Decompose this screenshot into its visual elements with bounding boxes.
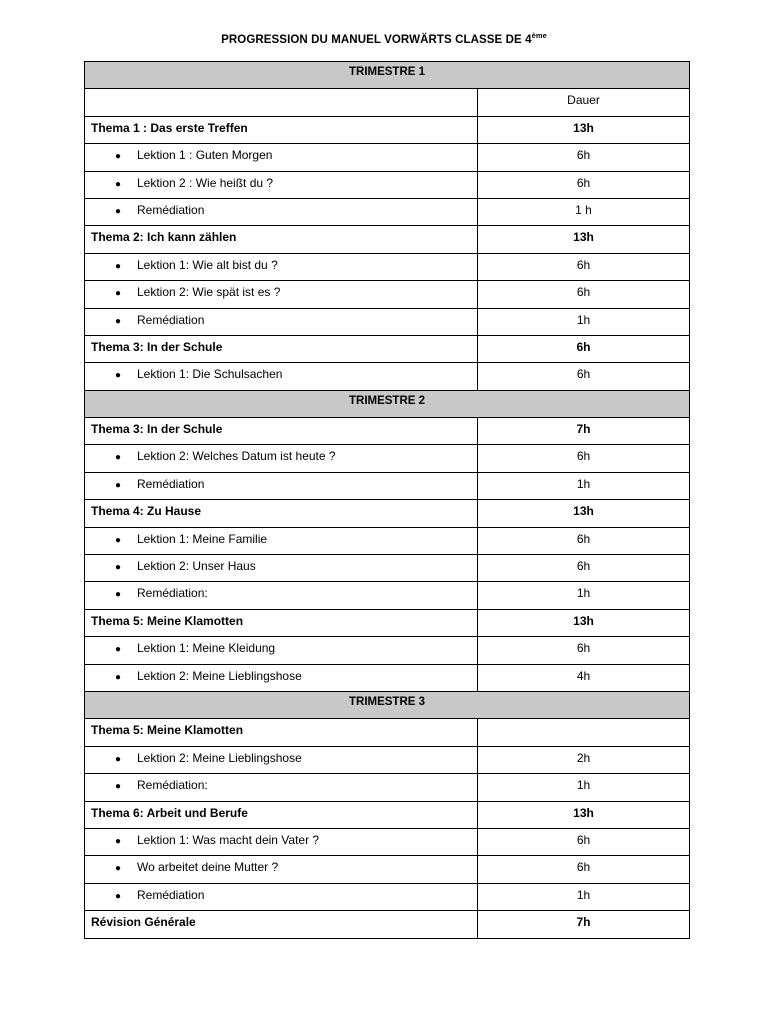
duration-cell: 6h [478, 363, 690, 390]
lesson-title: Lektion 2: Meine Lieblingshose [137, 668, 302, 683]
lesson-title: Lektion 1: Wie alt bist du ? [137, 257, 278, 272]
duration-cell: 7h [478, 418, 690, 445]
lesson-title: Remédiation [137, 887, 205, 902]
bullet-icon: ● [115, 644, 122, 656]
thema-label-cell [85, 911, 478, 938]
bullet-icon: ● [115, 835, 122, 847]
lesson-title: Lektion 1: Die Schulsachen [137, 367, 283, 382]
lesson-title: Lektion 2 : Wie heißt du ? [137, 175, 274, 190]
thema-label-cell [85, 801, 478, 828]
lesson-title: Lektion 2: Welches Datum ist heute ? [137, 449, 336, 464]
lesson-title: Lektion 2: Unser Haus [137, 559, 256, 574]
duration-cell: 13h [478, 609, 690, 636]
bullet-icon: ● [115, 562, 122, 574]
lesson-title: Remédiation: [137, 778, 208, 793]
column-header-topic [85, 89, 478, 116]
duration-cell: 4h [478, 664, 690, 691]
duration-cell: 6h [478, 527, 690, 554]
lesson-label-cell [85, 637, 478, 664]
trimester-label: TRIMESTRE 3 [85, 691, 690, 718]
bullet-icon: ● [115, 781, 122, 793]
duration-cell: 1h [478, 883, 690, 910]
duration-cell: 1h [478, 308, 690, 335]
duration-cell: 13h [478, 116, 690, 143]
lesson-row [85, 828, 690, 855]
thema-title: Thema 5: Meine Klamotten [91, 723, 244, 738]
duration-cell: 6h [478, 828, 690, 855]
bullet-icon: ● [115, 753, 122, 765]
bullet-icon: ● [115, 671, 122, 683]
lesson-label-cell [85, 308, 478, 335]
column-header-dauer: Dauer [478, 89, 690, 116]
lesson-label-cell [85, 472, 478, 499]
trimester-header-row [85, 62, 690, 89]
lesson-label-cell [85, 856, 478, 883]
lesson-row [85, 198, 690, 225]
lesson-label-cell [85, 828, 478, 855]
duration-cell: 6h [478, 335, 690, 362]
thema-row [85, 609, 690, 636]
duration-cell: 6h [478, 856, 690, 883]
thema-title: Révision Générale [91, 915, 196, 930]
bullet-icon: ● [115, 151, 122, 163]
bullet-icon: ● [115, 370, 122, 382]
trimester-label: TRIMESTRE 1 [85, 62, 690, 89]
lesson-row [85, 144, 690, 171]
duration-cell: 1h [478, 472, 690, 499]
lesson-row [85, 582, 690, 609]
duration-cell: 6h [478, 555, 690, 582]
bullet-icon: ● [115, 479, 122, 491]
thema-row [85, 719, 690, 746]
lesson-title: Remédiation: [137, 586, 208, 601]
thema-row [85, 418, 690, 445]
lesson-row [85, 308, 690, 335]
duration-cell: 6h [478, 144, 690, 171]
lesson-label-cell [85, 445, 478, 472]
lesson-row [85, 664, 690, 691]
lesson-title: Lektion 1 : Guten Morgen [137, 148, 273, 163]
bullet-icon: ● [115, 589, 122, 601]
lesson-title: Lektion 2: Wie spät ist es ? [137, 285, 281, 300]
lesson-row [85, 746, 690, 773]
bullet-icon: ● [115, 288, 122, 300]
duration-cell: 7h [478, 911, 690, 938]
thema-label-cell [85, 500, 478, 527]
lesson-title: Remédiation [137, 476, 205, 491]
thema-row [85, 500, 690, 527]
lesson-row [85, 527, 690, 554]
thema-row [85, 116, 690, 143]
thema-row [85, 801, 690, 828]
duration-cell: 6h [478, 171, 690, 198]
document-title-text: PROGRESSION DU MANUEL VORWÄRTS CLASSE DE 4 [221, 34, 532, 46]
duration-cell: 13h [478, 500, 690, 527]
thema-title: Thema 3: In der Schule [91, 422, 223, 437]
lesson-row [85, 253, 690, 280]
column-header-row [85, 89, 690, 116]
bullet-icon: ● [115, 260, 122, 272]
thema-title: Thema 1 : Das erste Treffen [91, 120, 248, 135]
duration-cell: 6h [478, 281, 690, 308]
lesson-row [85, 774, 690, 801]
lesson-label-cell [85, 664, 478, 691]
lesson-label-cell [85, 774, 478, 801]
lesson-title: Lektion 1: Meine Familie [137, 531, 268, 546]
duration-cell: 2h [478, 746, 690, 773]
thema-label-cell [85, 609, 478, 636]
thema-label-cell [85, 226, 478, 253]
duration-cell [478, 719, 690, 746]
lesson-label-cell [85, 363, 478, 390]
lesson-row [85, 856, 690, 883]
lesson-row [85, 555, 690, 582]
trimester-header-row [85, 691, 690, 718]
lesson-row [85, 637, 690, 664]
lesson-title: Remédiation [137, 202, 205, 217]
duration-cell: 13h [478, 226, 690, 253]
lesson-title: Lektion 1: Meine Kleidung [137, 641, 276, 656]
lesson-label-cell [85, 198, 478, 225]
lesson-row [85, 363, 690, 390]
duration-cell: 1h [478, 582, 690, 609]
thema-label-cell [85, 335, 478, 362]
lesson-row [85, 883, 690, 910]
progression-table-body [85, 62, 690, 939]
lesson-row [85, 281, 690, 308]
lesson-label-cell [85, 555, 478, 582]
lesson-label-cell [85, 746, 478, 773]
trimester-label: TRIMESTRE 2 [85, 390, 690, 417]
thema-title: Thema 2: Ich kann zählen [91, 230, 237, 245]
document-title [0, 31, 768, 46]
lesson-title: Lektion 1: Was macht dein Vater ? [137, 832, 320, 847]
thema-label-cell [85, 418, 478, 445]
bullet-icon: ● [115, 205, 122, 217]
lesson-label-cell [85, 582, 478, 609]
lesson-title: Wo arbeitet deine Mutter ? [137, 860, 279, 875]
duration-cell: 1h [478, 774, 690, 801]
bullet-icon: ● [115, 863, 122, 875]
thema-label-cell [85, 116, 478, 143]
thema-row [85, 226, 690, 253]
trimester-header-row [85, 390, 690, 417]
thema-title: Thema 5: Meine Klamotten [91, 613, 244, 628]
lesson-label-cell [85, 144, 478, 171]
bullet-icon: ● [115, 890, 122, 902]
bullet-icon: ● [115, 315, 122, 327]
thema-title: Thema 3: In der Schule [91, 339, 223, 354]
lesson-title: Remédiation [137, 312, 205, 327]
thema-title: Thema 6: Arbeit und Berufe [91, 805, 248, 820]
thema-row [85, 911, 690, 938]
lesson-label-cell [85, 171, 478, 198]
bullet-icon: ● [115, 534, 122, 546]
bullet-icon: ● [115, 452, 122, 464]
lesson-label-cell [85, 883, 478, 910]
duration-cell: 6h [478, 253, 690, 280]
lesson-label-cell [85, 527, 478, 554]
duration-cell: 1 h [478, 198, 690, 225]
thema-title: Thema 4: Zu Hause [91, 504, 202, 519]
duration-cell: 6h [478, 445, 690, 472]
thema-row [85, 335, 690, 362]
lesson-row [85, 445, 690, 472]
lesson-row [85, 472, 690, 499]
duration-cell: 13h [478, 801, 690, 828]
thema-label-cell [85, 719, 478, 746]
lesson-title: Lektion 2: Meine Lieblingshose [137, 750, 302, 765]
lesson-row [85, 171, 690, 198]
bullet-icon: ● [115, 178, 122, 190]
lesson-label-cell [85, 253, 478, 280]
document-title-superscript: ème [531, 31, 547, 41]
progression-table [84, 61, 690, 939]
duration-cell: 6h [478, 637, 690, 664]
lesson-label-cell [85, 281, 478, 308]
